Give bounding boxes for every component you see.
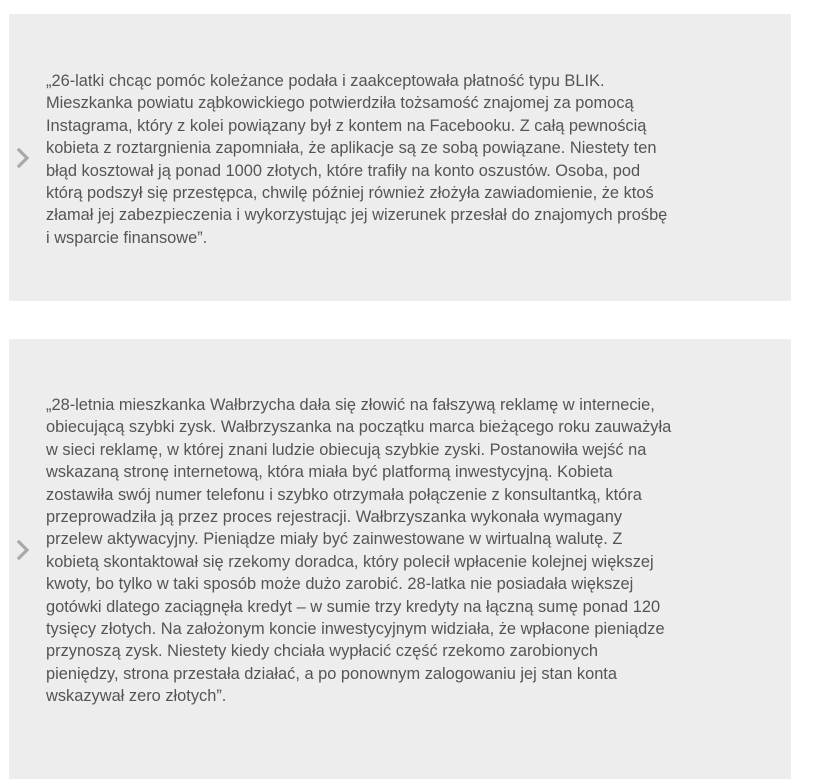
quote-line: wskazaną stronę internetową, która miała być platformą inwestycyjną. Kobieta [46, 463, 613, 482]
quote-line: kwoty, bo tylko w taki sposób może dużo zarobić. 28-latka nie posiadała większej [46, 575, 634, 594]
quote-line: kobietą skontaktował się rzekomy doradca, który polecił wpłacenie kolejnej większej [46, 552, 654, 571]
quote-text [46, 70, 776, 249]
quote-line: przeprowadziła ją przez proces rejestracji. Wałbrzyszanka wykonała wymagany [46, 508, 623, 527]
quote-card [9, 14, 791, 301]
quote-line: którą podszył się przestępca, chwilę później również złożyła zawiadomienie, że ktoś [46, 184, 654, 203]
chevron-right-icon[interactable] [16, 147, 30, 169]
quote-card [9, 339, 791, 779]
quote-text [46, 394, 776, 708]
quote-line: w sieci reklamę, w której znani ludzie obiecują szybkie zyski. Postanowiła wejść na [46, 440, 647, 459]
quote-line: Mieszkanka powiatu ząbkowickiego potwierdziła tożsamość znajomej za pomocą [46, 94, 634, 113]
quote-line: obiecującą szybki zysk. Wałbrzyszanka na początku marca bieżącego roku zauważyła [46, 418, 672, 437]
quote-line: kobieta z roztargnienia zapomniała, że aplikacje są ze sobą powiązane. Niestety ten [46, 139, 657, 158]
quote-line: przelew aktywacyjny. Pieniądze miały być zainwestowane w wirtualną walutę. Z [46, 530, 623, 549]
quote-line: błąd kosztował ją ponad 1000 złotych, które trafiły na konto oszustów. Osoba, pod [46, 161, 641, 180]
quote-line: Instagrama, który z kolei powiązany był z kontem na Facebooku. Z całą pewnością [46, 116, 647, 135]
quote-line: tysięcy złotych. Na założonym koncie inwestycyjnym widziała, że wpłacone pieniądze [46, 620, 665, 639]
quote-line: „26-latki chcąc pomóc koleżance podała i zaakceptowała płatność typu BLIK. [46, 72, 605, 90]
quote-line: wskazywał zero złotych”. [46, 687, 227, 706]
quote-line: zostawiła swój numer telefonu i szybko otrzymała połączenie z konsultantką, która [46, 485, 642, 504]
quote-line: gotówki dlatego zaciągnęła kredyt – w sumie trzy kredyty na łączną sumę ponad 120 [46, 597, 661, 616]
quote-line: przynoszą zysk. Niestety kiedy chciała wypłacić część rzekomo zarobionych [46, 642, 599, 661]
quote-line: złamał jej zabezpieczenia i wykorzystując jej wizerunek przesłał do znajomych prośbę [46, 206, 668, 225]
chevron-right-icon[interactable] [16, 539, 30, 561]
quote-line: pieniędzy, strona przestała działać, a po ponownym zalogowaniu jej stan konta [46, 664, 617, 683]
quote-line: „28-letnia mieszkanka Wałbrzycha dała się złowić na fałszywą reklamę w internecie, [46, 396, 655, 414]
quote-line: i wsparcie finansowe”. [46, 228, 208, 247]
